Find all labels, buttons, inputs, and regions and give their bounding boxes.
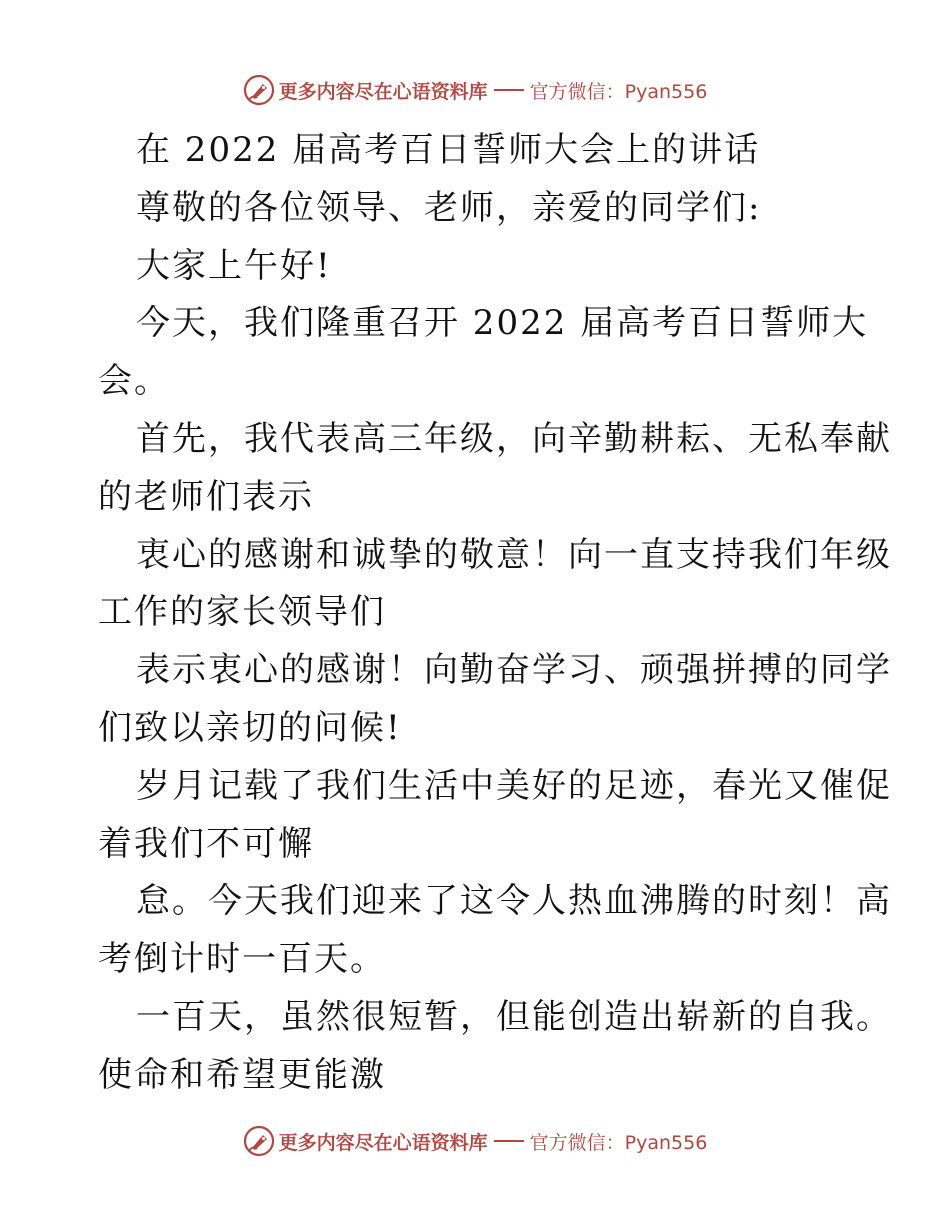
text-line: 在 2022 届高考百日誓师大会上的讲话: [136, 130, 761, 170]
text-line: 考倒计时一百天。: [98, 939, 386, 980]
header-banner-inner: [243, 74, 708, 106]
banner-title: 更多内容尽在心语资料库: [278, 80, 488, 103]
text-line: 着我们不可懈: [98, 823, 314, 864]
footer-banner-inner: [243, 1125, 708, 1157]
pen-nib-icon: [243, 1125, 275, 1157]
text-line: 们致以亲切的问候!: [98, 707, 402, 748]
text-line: 衷心的感谢和诚挚的敬意！向一直支持我们年级: [136, 534, 892, 575]
text-line: 使命和希望更能激: [98, 1054, 386, 1095]
text-line: 的老师们表示: [98, 476, 314, 517]
text-line: 尊敬的各位领导、老师，亲爱的同学们:: [136, 187, 762, 228]
text-line: 今天，我们隆重召开 2022 届高考百日誓师大: [136, 303, 869, 344]
pen-nib-icon: [243, 74, 275, 106]
text-line: 怠。今天我们迎来了这令人热血沸腾的时刻！高: [136, 881, 892, 922]
text-line: 首先，我代表高三年级，向辛勤耕耘、无私奉献: [136, 418, 892, 459]
text-line: 表示衷心的感谢！向勤奋学习、顽强拼搏的同学: [136, 650, 892, 691]
text-line: 一百天，虽然很短暂，但能创造出崭新的自我。: [136, 996, 892, 1037]
text-line: 大家上午好!: [136, 245, 332, 286]
banner-title: 更多内容尽在心语资料库: [278, 1131, 488, 1154]
header-banner: [0, 70, 950, 110]
banner-divider: [494, 89, 524, 91]
banner-divider: [494, 1140, 524, 1142]
text-line: 岁月记载了我们生活中美好的足迹，春光又催促: [136, 765, 892, 806]
banner-contact: 官方微信：Pyan556: [529, 1131, 708, 1154]
document-body: [98, 122, 892, 1105]
footer-banner: [0, 1121, 950, 1161]
banner-contact: 官方微信：Pyan556: [529, 80, 708, 103]
text-line: 工作的家长领导们: [98, 592, 386, 633]
text-line: 会。: [98, 361, 170, 402]
